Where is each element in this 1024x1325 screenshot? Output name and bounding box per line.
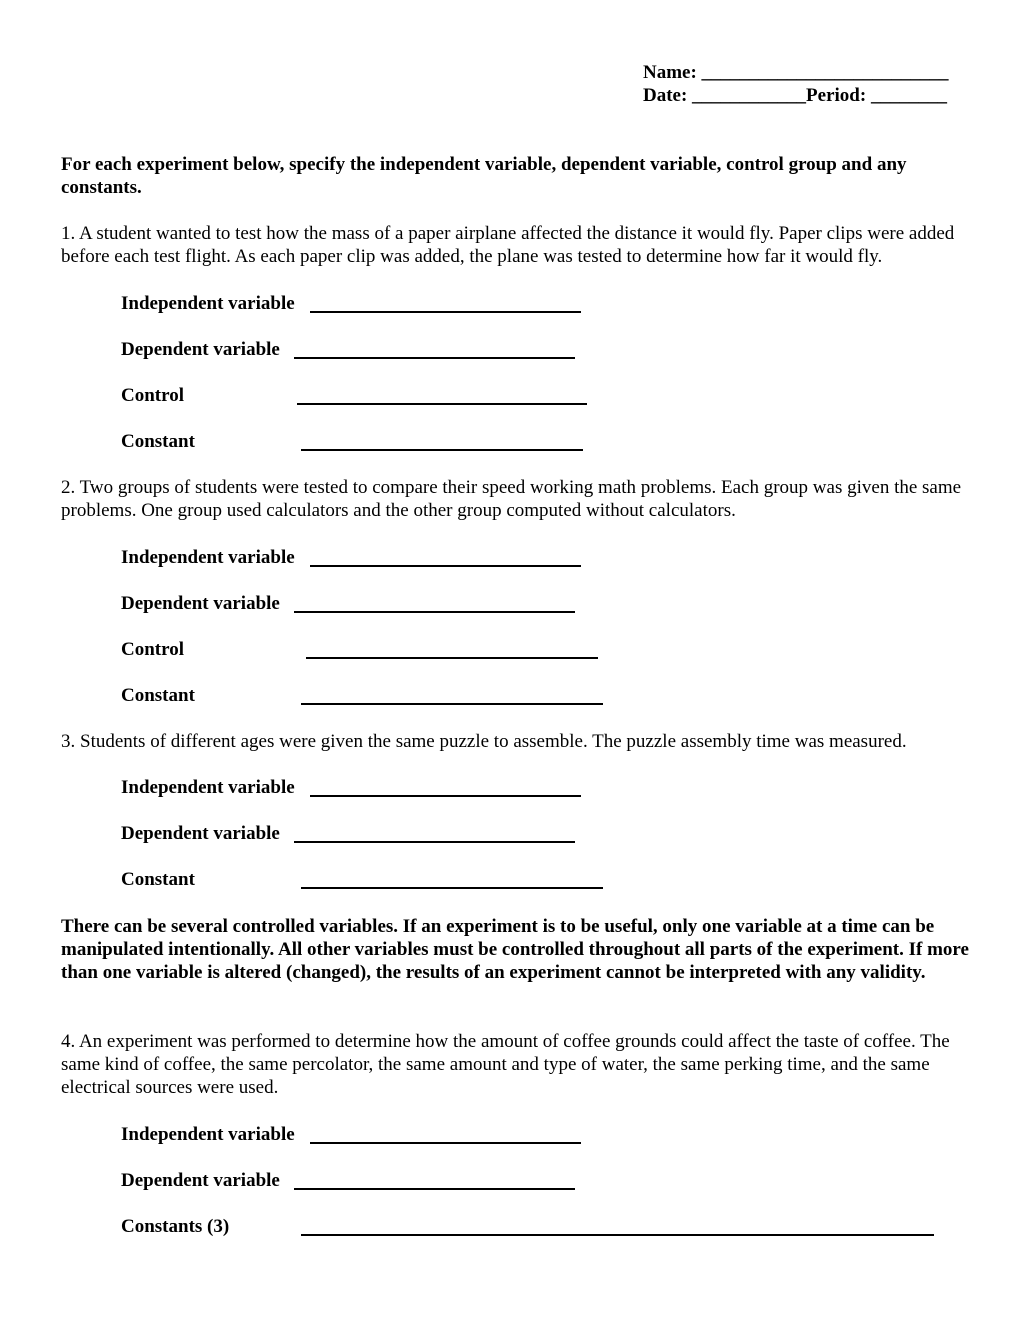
field-label: Dependent variable xyxy=(121,823,280,844)
student-info-header xyxy=(643,61,973,107)
controlled-variables-note: There can be several controlled variables. If an experiment is to be useful, only one variable at a time can be manipulated intentionally. All other variables must be controlled throughout all parts of the experiment. If more than one variable is altered (changed), the results of an experiment cannot be interpreted with any validity. xyxy=(61,916,969,983)
question-3-text: 3. Students of different ages were given the same puzzle to assemble. The puzzle assembly time was measured. xyxy=(61,731,907,752)
field-label: Independent variable xyxy=(121,1124,295,1145)
answer-blank[interactable] xyxy=(310,1142,581,1144)
answer-blank[interactable] xyxy=(301,449,583,451)
field-label: Control xyxy=(121,385,184,406)
answer-blank[interactable] xyxy=(294,611,575,613)
field-label: Dependent variable xyxy=(121,593,280,614)
name-line[interactable]: Name: __________________________ xyxy=(643,62,949,83)
answer-blank[interactable] xyxy=(301,703,603,705)
field-label: Independent variable xyxy=(121,547,295,568)
answer-blank[interactable] xyxy=(310,565,581,567)
instructions: For each experiment below, specify the independent variable, dependent variable, control group and any constants. xyxy=(61,154,907,198)
field-label: Constants (3) xyxy=(121,1216,230,1237)
answer-blank[interactable] xyxy=(310,795,581,797)
date-period-line[interactable]: Date: ____________Period: ________ xyxy=(643,85,947,106)
field-label: Constant xyxy=(121,431,195,452)
answer-blank[interactable] xyxy=(294,841,575,843)
question-1-text: 1. A student wanted to test how the mass of a paper airplane affected the distance it would fly. Paper clips were added before each test flight. As each paper clip was added, the plane was tested to determine how far it would fly. xyxy=(61,223,955,267)
field-label: Constant xyxy=(121,685,195,706)
answer-blank[interactable] xyxy=(310,311,581,313)
answer-blank[interactable] xyxy=(294,1188,575,1190)
field-label: Independent variable xyxy=(121,777,295,798)
field-label: Control xyxy=(121,639,184,660)
field-label: Independent variable xyxy=(121,293,295,314)
answer-blank[interactable] xyxy=(301,1234,934,1236)
answer-blank[interactable] xyxy=(294,357,575,359)
field-label: Constant xyxy=(121,869,195,890)
field-label: Dependent variable xyxy=(121,1170,280,1191)
answer-blank[interactable] xyxy=(306,657,598,659)
field-label: Dependent variable xyxy=(121,339,280,360)
answer-blank[interactable] xyxy=(297,403,587,405)
answer-blank[interactable] xyxy=(301,887,603,889)
question-4-text: 4. An experiment was performed to determine how the amount of coffee grounds could affect the taste of coffee. The same kind of coffee, the same percolator, the same amount and type of water, the same perking time, and the same electrical sources were used. xyxy=(61,1031,950,1098)
question-2-text: 2. Two groups of students were tested to compare their speed working math problems. Each group was given the same problems. One group used calculators and the other group computed without calculators. xyxy=(61,477,962,521)
